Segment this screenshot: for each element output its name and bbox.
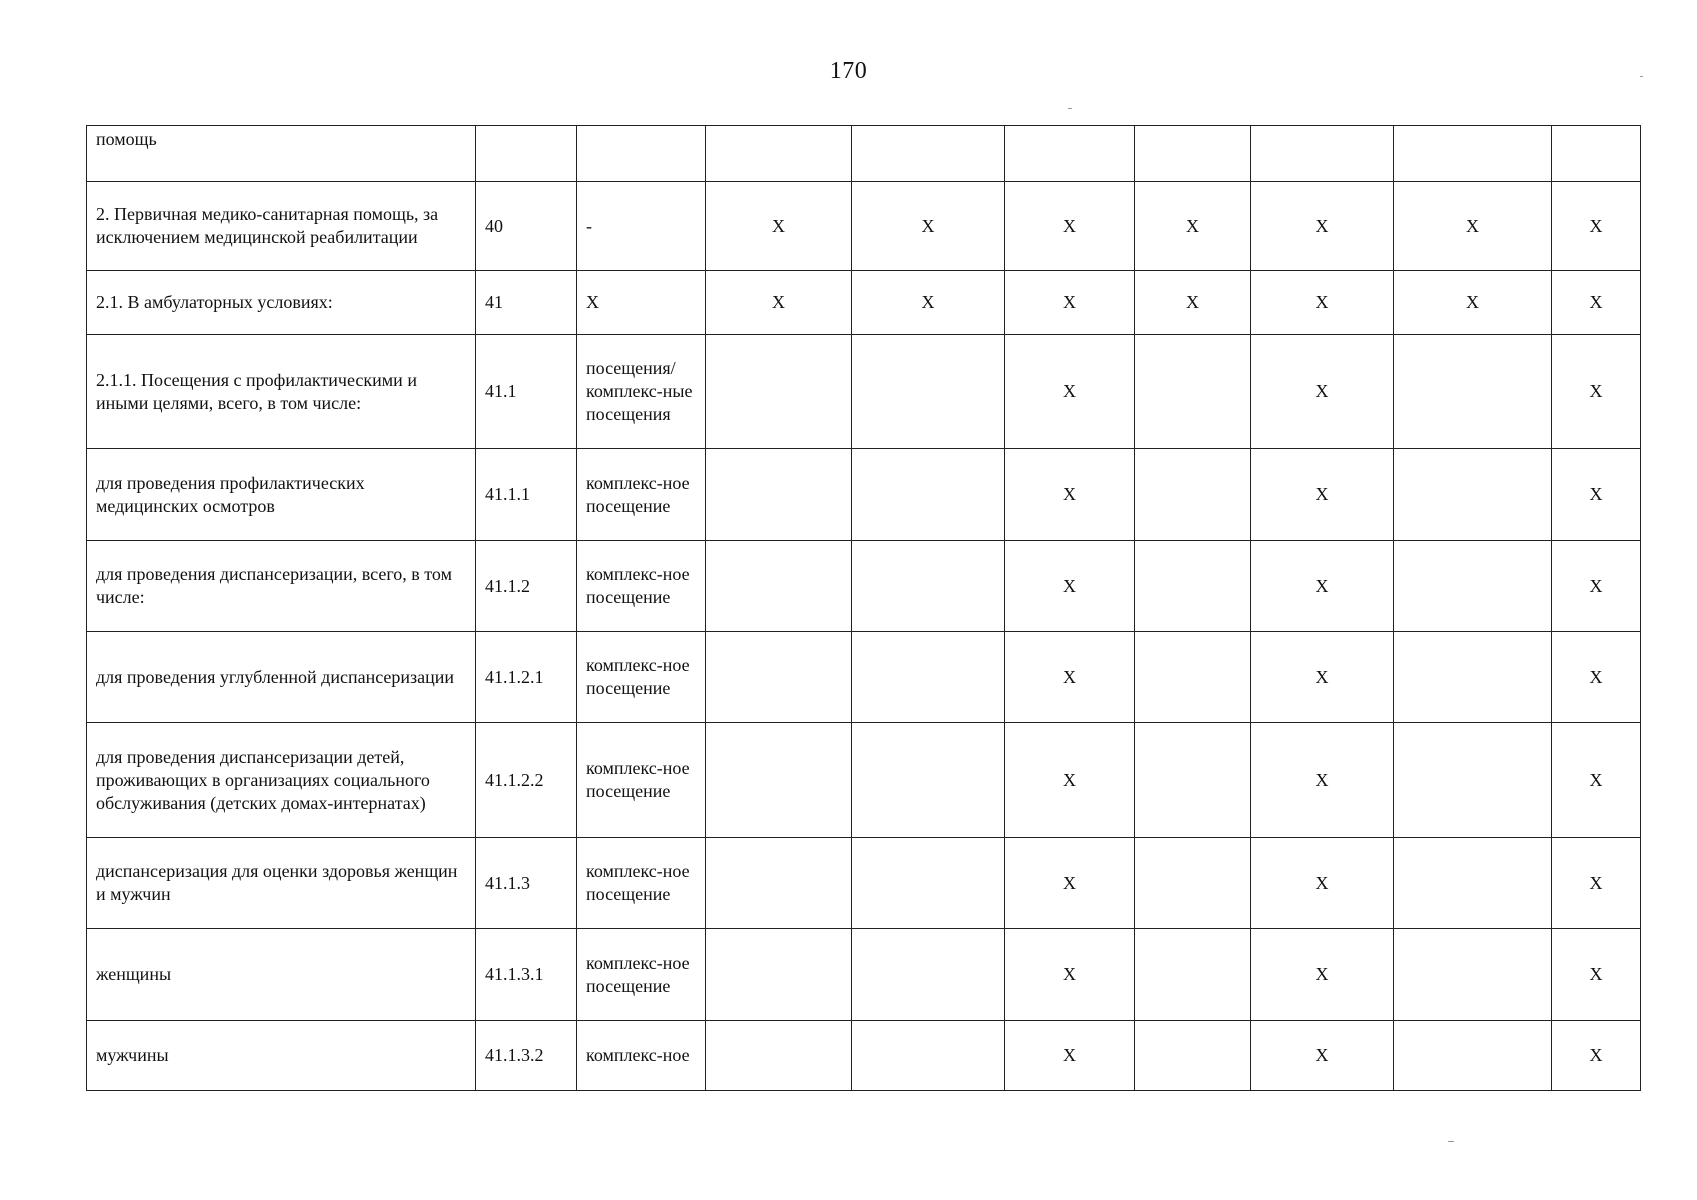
value-cell: X — [1005, 182, 1135, 271]
value-cell: X — [1552, 182, 1641, 271]
value-cell — [1394, 929, 1552, 1021]
row-name-cell: для проведения углубленной диспансеризации — [87, 632, 476, 723]
value-cell: X — [1005, 335, 1135, 449]
value-cell: X — [1251, 632, 1394, 723]
value-cell — [1135, 838, 1251, 929]
value-cell — [706, 723, 852, 838]
table-row — [87, 929, 1641, 1021]
row-unit-cell: комплекс-ное посещение — [577, 838, 706, 929]
value-cell — [1135, 723, 1251, 838]
table-row — [87, 1021, 1641, 1091]
value-cell — [1394, 126, 1552, 182]
value-cell: X — [706, 271, 852, 335]
value-cell: X — [1552, 1021, 1641, 1091]
page-number: 170 — [829, 58, 868, 84]
table-row — [87, 335, 1641, 449]
value-cell — [1552, 126, 1641, 182]
value-cell: X — [1005, 929, 1135, 1021]
value-cell — [706, 632, 852, 723]
value-cell: X — [1005, 271, 1135, 335]
row-code-cell: 41.1.3.1 — [476, 929, 577, 1021]
table-row — [87, 126, 1641, 182]
value-cell — [706, 541, 852, 632]
row-name-cell: для проведения диспансеризации, всего, в том числе: — [87, 541, 476, 632]
value-cell — [852, 1021, 1005, 1091]
value-cell: X — [852, 271, 1005, 335]
value-cell — [706, 126, 852, 182]
row-name-cell: мужчины — [87, 1021, 476, 1091]
value-cell: X — [1135, 271, 1251, 335]
row-name-cell: для проведения профилактических медицинских осмотров — [87, 449, 476, 541]
scan-speck — [1640, 76, 1643, 77]
value-cell: X — [1251, 271, 1394, 335]
row-unit-cell: комплекс-ное посещение — [577, 632, 706, 723]
row-name-cell: 2. Первичная медико-санитарная помощь, за исключением медицинской реабилитации — [87, 182, 476, 271]
row-unit-cell: комплекс-ное — [577, 1021, 706, 1091]
value-cell: X — [1135, 182, 1251, 271]
table-row — [87, 541, 1641, 632]
value-cell: X — [1552, 632, 1641, 723]
value-cell: X — [1251, 449, 1394, 541]
row-code-cell: 40 — [476, 182, 577, 271]
row-name-cell: помощь — [87, 126, 476, 182]
value-cell — [1005, 126, 1135, 182]
value-cell: X — [1005, 449, 1135, 541]
scan-speck — [1068, 108, 1072, 109]
value-cell: X — [1251, 182, 1394, 271]
row-code-cell: 41 — [476, 271, 577, 335]
value-cell — [1251, 126, 1394, 182]
row-code-cell: 41.1 — [476, 335, 577, 449]
row-name-cell: 2.1.1. Посещения с профилактическими и иными целями, всего, в том числе: — [87, 335, 476, 449]
value-cell — [1394, 723, 1552, 838]
value-cell: X — [1552, 541, 1641, 632]
table-row — [87, 271, 1641, 335]
value-cell: X — [1394, 271, 1552, 335]
value-cell: X — [706, 182, 852, 271]
value-cell — [1394, 632, 1552, 723]
row-code-cell: 41.1.2 — [476, 541, 577, 632]
row-code-cell: 41.1.3 — [476, 838, 577, 929]
value-cell — [852, 838, 1005, 929]
value-cell — [1394, 449, 1552, 541]
value-cell — [1394, 838, 1552, 929]
value-cell — [852, 541, 1005, 632]
value-cell: X — [1552, 449, 1641, 541]
value-cell — [706, 335, 852, 449]
row-code-cell: 41.1.2.1 — [476, 632, 577, 723]
row-name-cell: 2.1. В амбулаторных условиях: — [87, 271, 476, 335]
scan-speck — [1448, 1141, 1454, 1142]
row-unit-cell: комплекс-ное посещение — [577, 723, 706, 838]
value-cell: X — [1552, 838, 1641, 929]
row-code-cell: 41.1.1 — [476, 449, 577, 541]
value-cell: X — [1251, 335, 1394, 449]
value-cell — [1135, 1021, 1251, 1091]
value-cell: X — [1552, 335, 1641, 449]
value-cell — [1394, 335, 1552, 449]
value-cell: X — [1005, 1021, 1135, 1091]
row-unit-cell: комплекс-ное посещение — [577, 929, 706, 1021]
value-cell — [1135, 335, 1251, 449]
value-cell — [1135, 449, 1251, 541]
value-cell: X — [1552, 271, 1641, 335]
row-name-cell: для проведения диспансеризации детей, проживающих в организациях социального обслуживания (детских домах-интернатах) — [87, 723, 476, 838]
services-table — [86, 125, 1641, 1091]
value-cell: X — [1005, 838, 1135, 929]
value-cell — [1394, 541, 1552, 632]
value-cell — [1135, 929, 1251, 1021]
value-cell — [852, 126, 1005, 182]
row-name-cell: женщины — [87, 929, 476, 1021]
value-cell — [706, 929, 852, 1021]
value-cell — [852, 449, 1005, 541]
row-code-cell: 41.1.3.2 — [476, 1021, 577, 1091]
value-cell: X — [1251, 929, 1394, 1021]
table-row — [87, 838, 1641, 929]
value-cell — [706, 449, 852, 541]
value-cell: X — [1251, 723, 1394, 838]
row-name-cell: диспансеризация для оценки здоровья женщин и мужчин — [87, 838, 476, 929]
value-cell — [852, 632, 1005, 723]
value-cell — [852, 335, 1005, 449]
value-cell — [706, 1021, 852, 1091]
row-unit-cell: X — [577, 271, 706, 335]
table-row — [87, 723, 1641, 838]
row-unit-cell: посещения/ комплекс-ные посещения — [577, 335, 706, 449]
table-row — [87, 182, 1641, 271]
table-row — [87, 449, 1641, 541]
value-cell: X — [852, 182, 1005, 271]
value-cell: X — [1394, 182, 1552, 271]
value-cell: X — [1552, 723, 1641, 838]
row-unit-cell: комплекс-ное посещение — [577, 449, 706, 541]
row-unit-cell: - — [577, 182, 706, 271]
value-cell: X — [1005, 541, 1135, 632]
value-cell: X — [1251, 838, 1394, 929]
value-cell: X — [1005, 632, 1135, 723]
value-cell: X — [1251, 1021, 1394, 1091]
value-cell — [1135, 126, 1251, 182]
table-row — [87, 632, 1641, 723]
value-cell — [1135, 541, 1251, 632]
value-cell — [852, 929, 1005, 1021]
value-cell — [852, 723, 1005, 838]
row-code-cell — [476, 126, 577, 182]
row-unit-cell — [577, 126, 706, 182]
value-cell: X — [1251, 541, 1394, 632]
value-cell — [706, 838, 852, 929]
value-cell — [1135, 632, 1251, 723]
value-cell: X — [1005, 723, 1135, 838]
row-code-cell: 41.1.2.2 — [476, 723, 577, 838]
row-unit-cell: комплекс-ное посещение — [577, 541, 706, 632]
value-cell: X — [1552, 929, 1641, 1021]
value-cell — [1394, 1021, 1552, 1091]
